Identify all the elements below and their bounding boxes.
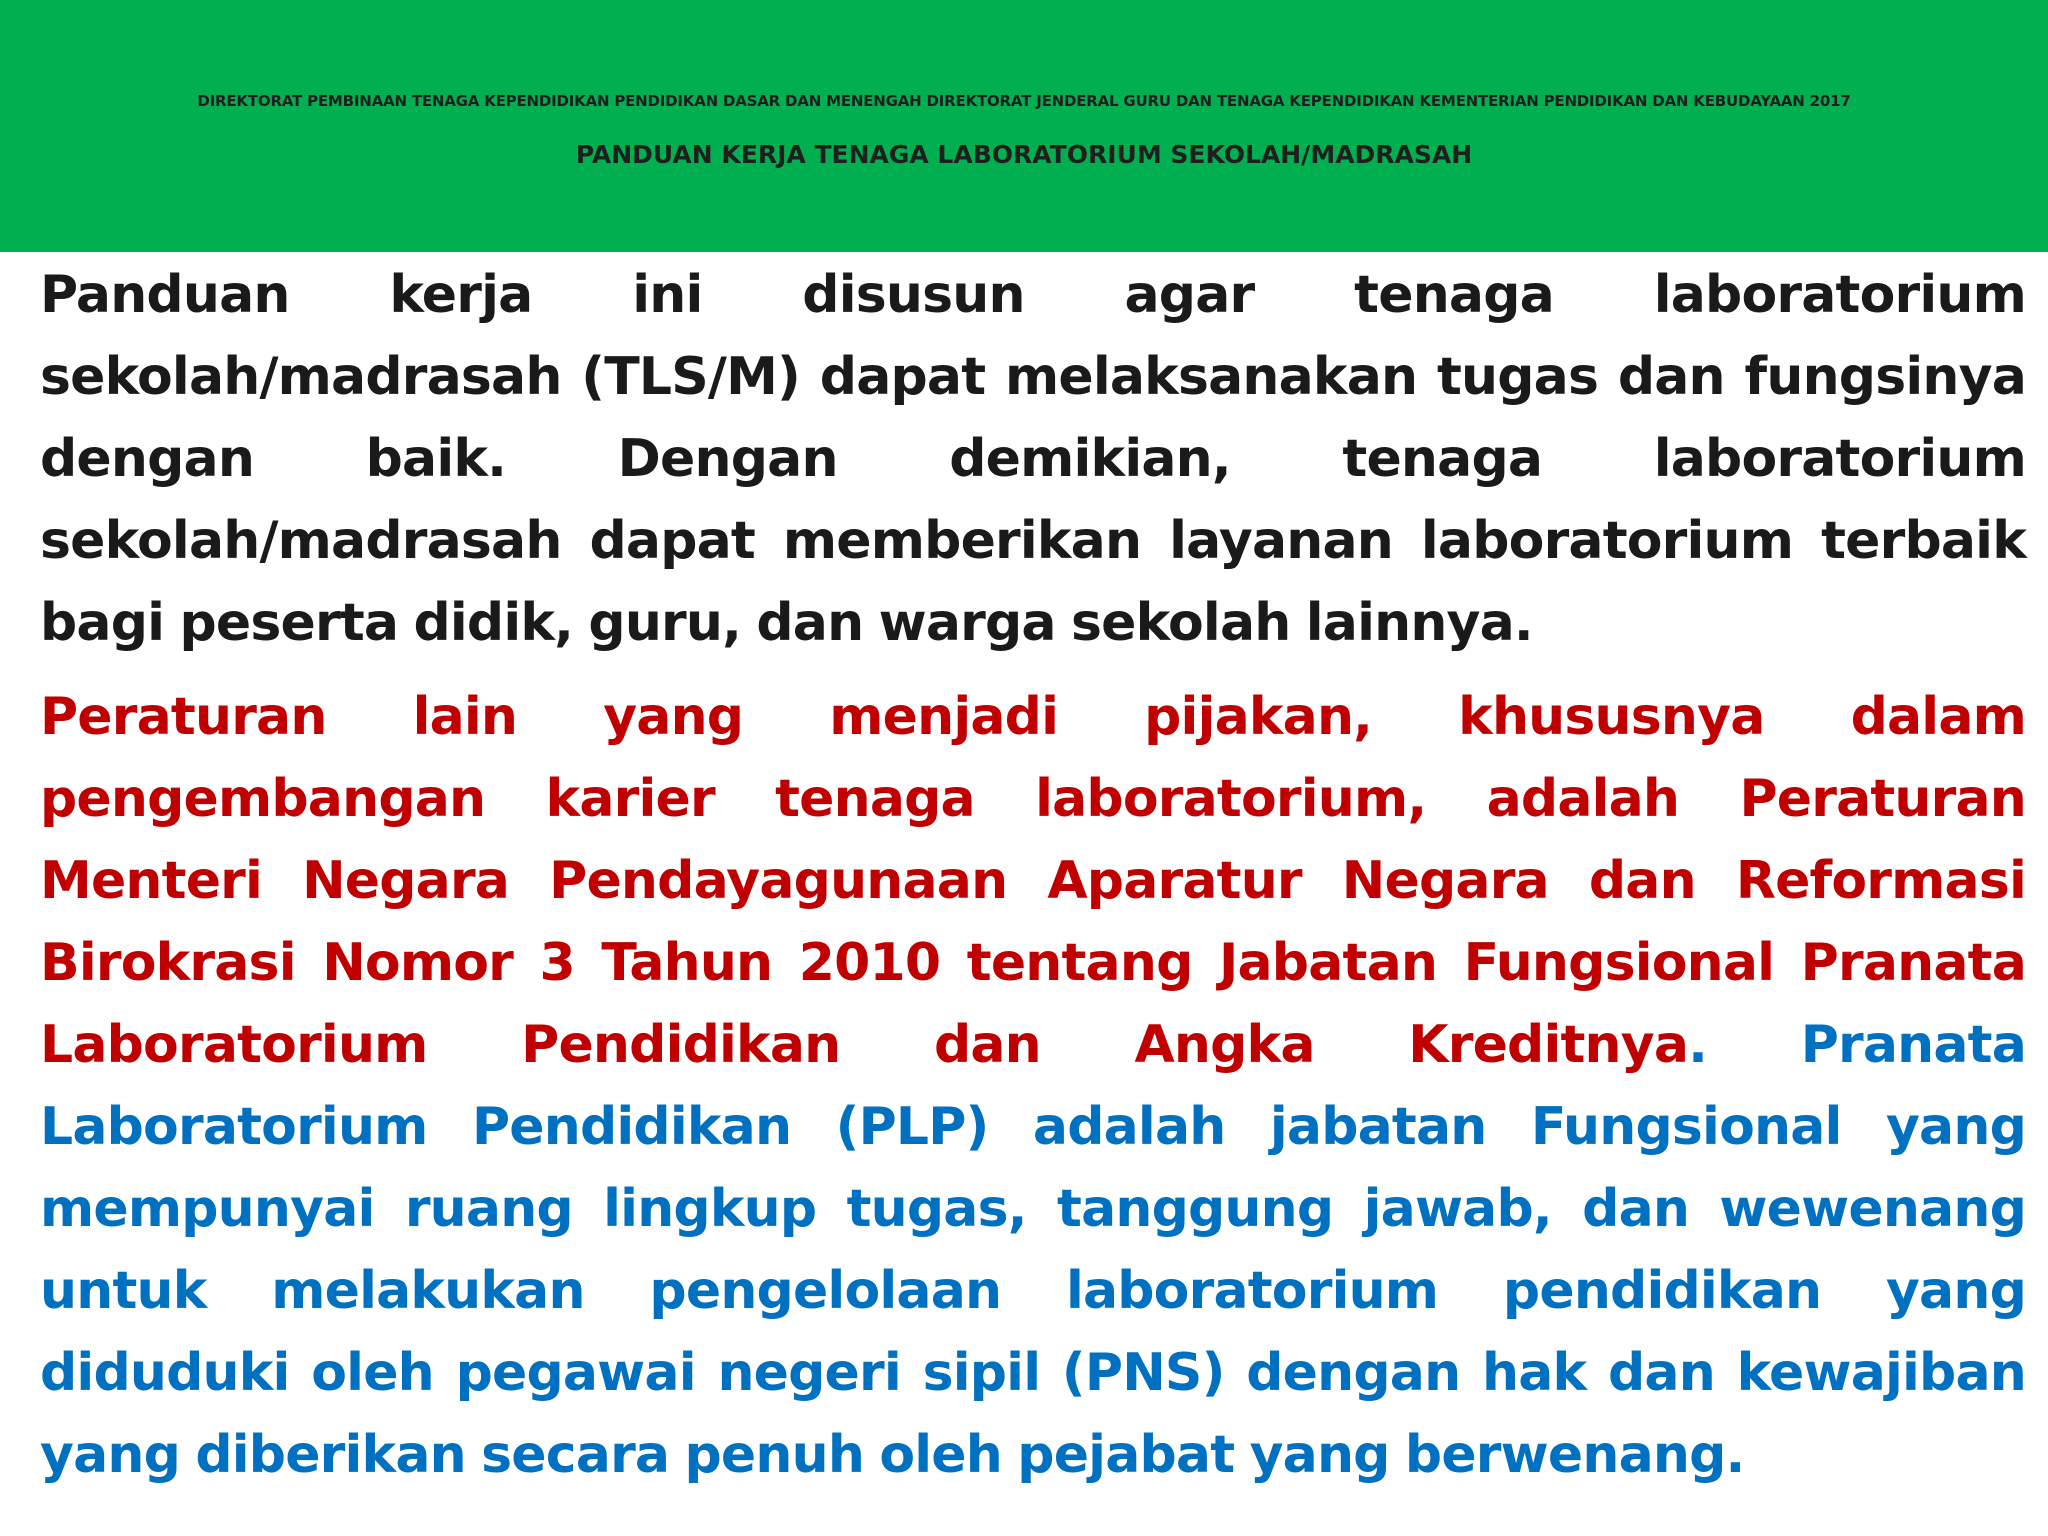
paragraph-purpose: Panduan kerja ini disusun agar tenaga laboratorium sekolah/madrasah (TLS/M) dapat melaksanakan tugas dan fungsinya dengan baik. Dengan demikian, tenaga laboratorium sekolah/madrasah dapat memberikan layanan laboratorium terbaik bagi peserta didik, guru, dan warga sekolah lainnya.: [40, 265, 2026, 653]
header-banner: [0, 0, 2048, 252]
regulation-text: Peraturan lain yang menjadi pijakan, khususnya dalam pengembangan karier tenaga laboratorium, adalah Peraturan Menteri Negara Pendayagunaan Aparatur Negara dan Reformasi Birokrasi Nomor 3 Tahun 2010 tentang Jabatan Fungsional Pranata Laboratorium Pendidikan dan Angka Kreditnya: [40, 687, 2026, 1075]
paragraph-regulation: [40, 676, 2026, 1496]
header-title: PANDUAN KERJA TENAGA LABORATORIUM SEKOLAH/MADRASAH: [575, 140, 1473, 169]
header-agency-text: DIREKTORAT PEMBINAAN TENAGA KEPENDIDIKAN PENDIDIKAN DASAR DAN MENENGAH DIREKTORAT JENDERAL GURU DAN TENAGA KEPENDIDIKAN KEMENTERIAN PENDIDIKAN DAN KEBUDAYAAN 2017: [197, 92, 1851, 110]
slide-content: [40, 254, 2026, 1496]
plp-definition-text: . Pranata Laboratorium Pendidikan (PLP) adalah jabatan Fungsional yang mempunyai ruang lingkup tugas, tanggung jawab, dan wewenang untuk melakukan pengelolaan laboratorium pendidikan yang diduduki oleh pegawai negeri sipil (PNS) dengan hak dan kewajiban yang diberikan secara penuh oleh pejabat yang berwenang.: [40, 1015, 2027, 1485]
